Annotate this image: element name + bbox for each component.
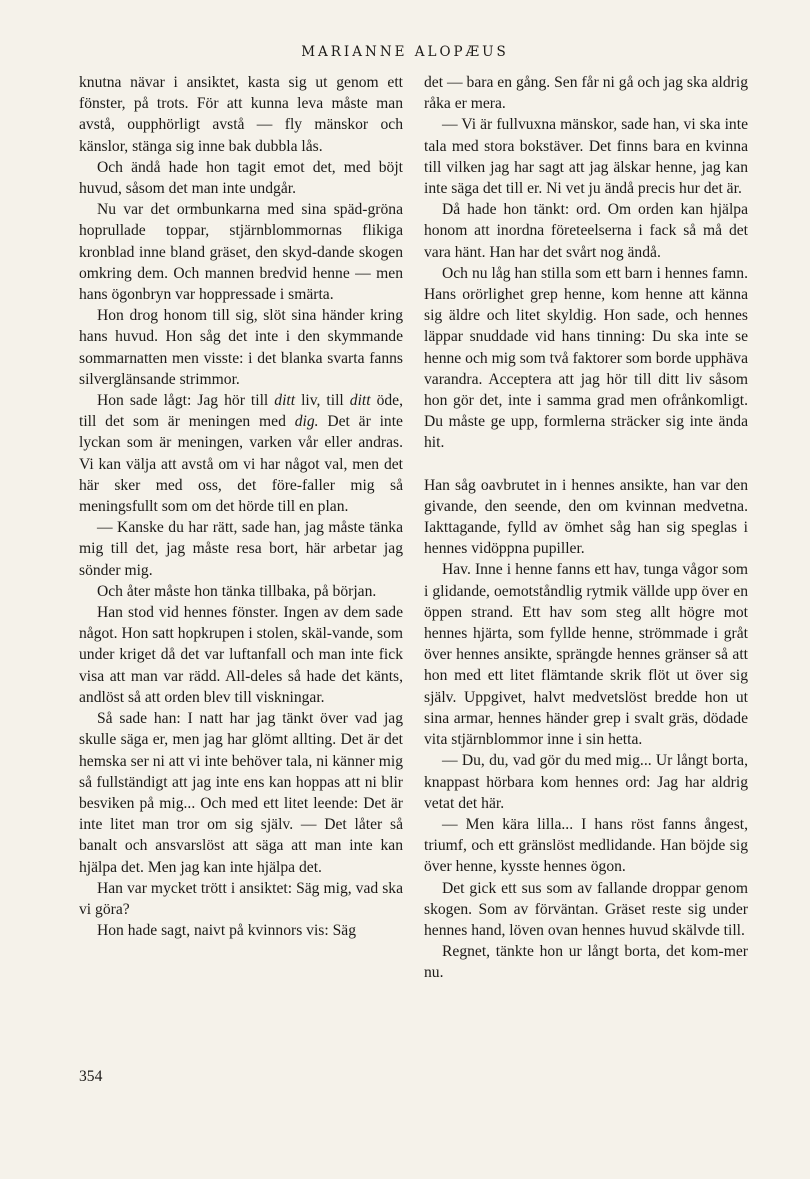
italic-word: ditt (349, 392, 371, 410)
paragraph: — Kanske du har rätt, sade han, jag måste tänka mig till det, jag måste resa bort, här arbetar jag sönder mig. (79, 519, 403, 579)
paragraph-with-italics (79, 390, 403, 517)
text-run: öde, till det som är meningen med (79, 392, 404, 431)
right-column (424, 72, 748, 984)
paragraph: knutna nävar i ansiktet, kasta sig ut genom ett fönster, på trots. För att kunna leva måste man avstå, oupphörligt avstå — fly mänskor och känslor, stänga sig inne bak dubbla lås. (79, 74, 403, 155)
paragraph: Då hade hon tänkt: ord. Om orden kan hjälpa honom att inordna företeelserna i fack så må det vara hänt. Han har det svårt nog ändå. (424, 201, 748, 261)
paragraph: Och nu låg han stilla som ett barn i hennes famn. Hans orörlighet grep henne, kom henne att känna sig äldre och litet skyldig. Hon sade, och hennes läppar snuddade vid hans tinning: Du ska inte se henne och mig som två faktorer som borde upphäva varandra. Acceptera att jag hör till ditt liv såsom hon gör det, inte i samma grad men ofrånkomligt. Du måste ge upp, formlerna sträcker sig inte ända hit. (424, 264, 748, 452)
running-header: MARIANNE ALOPÆUS (301, 44, 509, 60)
paragraph: det — bara en gång. Sen får ni gå och jag ska aldrig råka er mera. (424, 74, 748, 113)
italic-word: dig. (294, 413, 319, 431)
paragraph: Det gick ett sus som av fallande droppar genom skogen. Som av förväntan. Gräset reste sig under hennes hand, löven ovan hennes huvud skälvde till. (424, 879, 748, 939)
section-start-paragraph: Han såg oavbrutet in i hennes ansikte, han var den givande, den seende, den om kvinnan medvetna. Iakttagande, fylld av ömhet såg han sig speglas i hennes vidöppna pupiller. (424, 476, 748, 558)
paragraph: — Vi är fullvuxna mänskor, sade han, vi ska inte tala med stora bokstäver. Det finns bara en kvinna till vilken jag har sagt att jag älskar henne, jag kan inte säga det till er. Ni vet ju ändå precis hur det är. (424, 116, 748, 198)
paragraph: Och åter måste hon tänka tillbaka, på början. (97, 582, 377, 600)
italic-word: ditt (274, 392, 296, 410)
text-run: Det är inte lyckan som är meningen, varken vår eller andras. Vi kan välja att avstå om vi har något val, men det här sker med oss, det före-faller mig så meningsfullt som om det hörde till en plan. (79, 413, 403, 516)
paragraph: Hon hade sagt, naivt på kvinnors vis: Säg (97, 922, 356, 940)
paragraph: Hon drog honom till sig, slöt sina händer kring hans huvud. Hon såg det inte i den skymmande sommarnatten men visste: i det blanka svarta fanns silverglänsande strimmor. (79, 307, 403, 388)
paragraph: Regnet, tänkte hon ur långt borta, det kom-mer nu. (424, 943, 748, 982)
paragraph: Och ändå hade hon tagit emot det, med böjt huvud, såsom det man inte undgår. (79, 158, 403, 198)
paragraph: Han stod vid hennes fönster. Ingen av dem sade något. Hon satt hopkrupen i stolen, skäl-vande, som under kriget då det var luftanfall och man inte fick visa att man var rädd. All-deles så hade det känts, andlöst så att orden blev till viskningar. (79, 604, 403, 706)
paragraph: Hav. Inne i henne fanns ett hav, tunga vågor som i glidande, oemotståndlig rytmik vällde upp över en öppen strand. Ett hav som steg allt högre mot hennes hjärta, som fyllde henne, strömmade i gråt över hennes ansikte, sprängde hennes gränser så att hon med ett litet flämtande skrik flöt ut över sig själv. Uppgivet, halvt medvetslöst bredde hon ut sina armar, hennes händer grep i svalt gräs, dödade vita stjärnblommor inne i sin hetta. (424, 561, 748, 749)
paragraph: — Men kära lilla... I hans röst fanns ångest, triumf, och ett gränslöst medlidande. Han böjde sig över henne, kysste hennes ögon. (424, 815, 748, 876)
paragraph: — Du, du, vad gör du med mig... Ur långt borta, knappast hörbara kom hennes ord: Jag har aldrig vetat det här. (424, 752, 748, 812)
text-run: liv, till (295, 392, 350, 410)
page-number: 354 (79, 1068, 103, 1085)
paragraph: Nu var det ormbunkarna med sina späd-gröna hoprullade toppar, stjärnblommornas flikiga kronblad inne bland gräset, den skyd-dande skogen omkring dem. Och mannen bredvid henne — men hans ögonbryn var hoppressade i smärta. (79, 201, 403, 304)
left-column (79, 72, 403, 941)
paragraph: Han var mycket trött i ansiktet: Säg mig, vad ska vi göra? (79, 879, 403, 918)
paragraph: Så sade han: I natt har jag tänkt över vad jag skulle säga er, men jag har glömt allting. Det är det hemska ser ni att vi inte behöver tala, ni känner mig så fullständigt att jag inte ens kan hoppas att ni blir besviken på mig... Och med ett litet leende: Det är inte litet man tror om sig själv. — Det låter så banalt och ansvarslöst att säga att man inte kan hjälpa det. Men jag kan inte hjälpa det. (79, 710, 403, 876)
text-run: Hon sade lågt: Jag hör till (97, 392, 275, 410)
